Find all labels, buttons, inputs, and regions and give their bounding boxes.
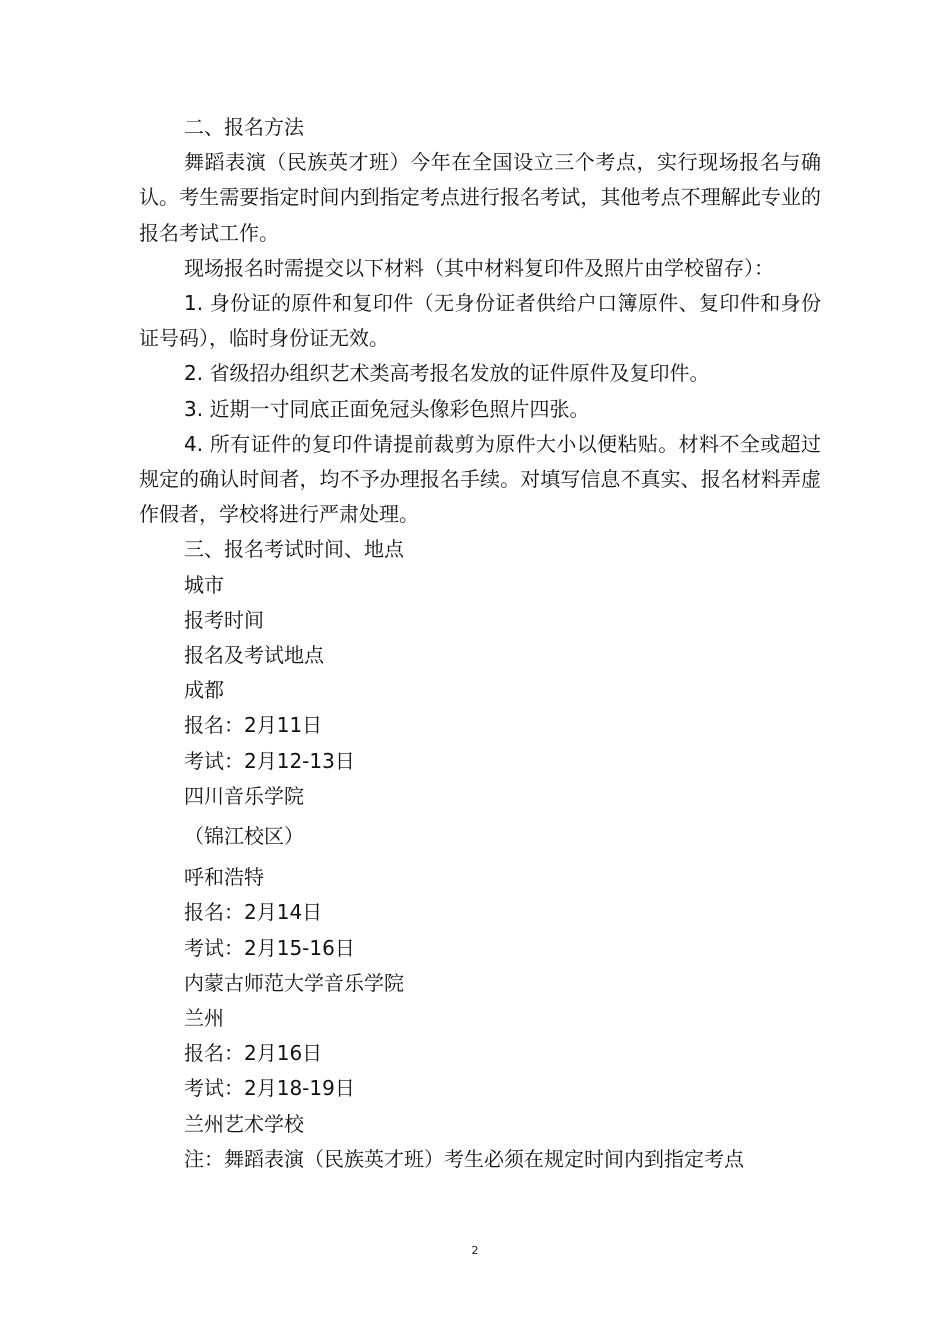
list-item-certificate: 2. 省级招办组织艺术类高考报名发放的证件原件及复印件。 — [184, 361, 710, 386]
schedule-city-chengdu: 成都 — [184, 678, 224, 703]
paragraph-required-materials: 现场报名时需提交以下材料（其中材料复印件及照片由学校留存）： — [184, 255, 774, 280]
page-number: 2 — [471, 1244, 479, 1257]
list-item-id-card: 1. 身份证的原件和复印件（无身份证者供给户口簿原件、复印件和身份证号码），临时身份证无效。 — [139, 291, 821, 351]
schedule-exam-date: 考试：2月15-16日 — [184, 935, 355, 960]
schedule-note: 注：舞蹈表演（民族英才班）考生必须在规定时间内到指定考点 — [184, 1146, 744, 1171]
schedule-registration-date: 报名：2月11日 — [184, 713, 323, 738]
paragraph-exam-sites: 舞蹈表演（民族英才班）今年在全国设立三个考点，实行现场报名与确认。考生需要指定时间内到指定考点进行报名考试，其他考点不理解此专业的报名考试工作。 — [139, 150, 821, 245]
schedule-exam-date: 考试：2月18-19日 — [184, 1076, 355, 1101]
list-item-photos: 3. 近期一寸同底正面免冠头像彩色照片四张。 — [184, 396, 590, 421]
schedule-location: 内蒙古师范大学音乐学院 — [184, 970, 404, 995]
schedule-location: 兰州艺术学校 — [184, 1111, 304, 1136]
schedule-header-location: 报名及考试地点 — [184, 643, 324, 668]
schedule-campus: （锦江校区） — [184, 824, 304, 849]
schedule-registration-date: 报名：2月16日 — [184, 1041, 323, 1066]
list-item-copies-note: 4. 所有证件的复印件请提前裁剪为原件大小以便粘贴。材料不全或超过规定的确认时间者，均不予办理报名手续。对填写信息不真实、报名材料弄虚作假者，学校将进行严肃处理。 — [139, 431, 821, 527]
schedule-city-hohhot: 呼和浩特 — [184, 865, 264, 890]
section-heading-registration-method: 二、报名方法 — [184, 115, 304, 139]
schedule-registration-date: 报名：2月14日 — [184, 900, 323, 925]
schedule-location: 四川音乐学院 — [184, 783, 304, 808]
schedule-header-city: 城市 — [184, 572, 224, 597]
section-heading-time-location: 三、报名考试时间、地点 — [184, 537, 404, 562]
schedule-header-time: 报考时间 — [184, 607, 264, 632]
document-body — [139, 110, 821, 1177]
schedule-exam-date: 考试：2月12-13日 — [184, 748, 355, 773]
schedule-city-lanzhou: 兰州 — [184, 1006, 224, 1031]
